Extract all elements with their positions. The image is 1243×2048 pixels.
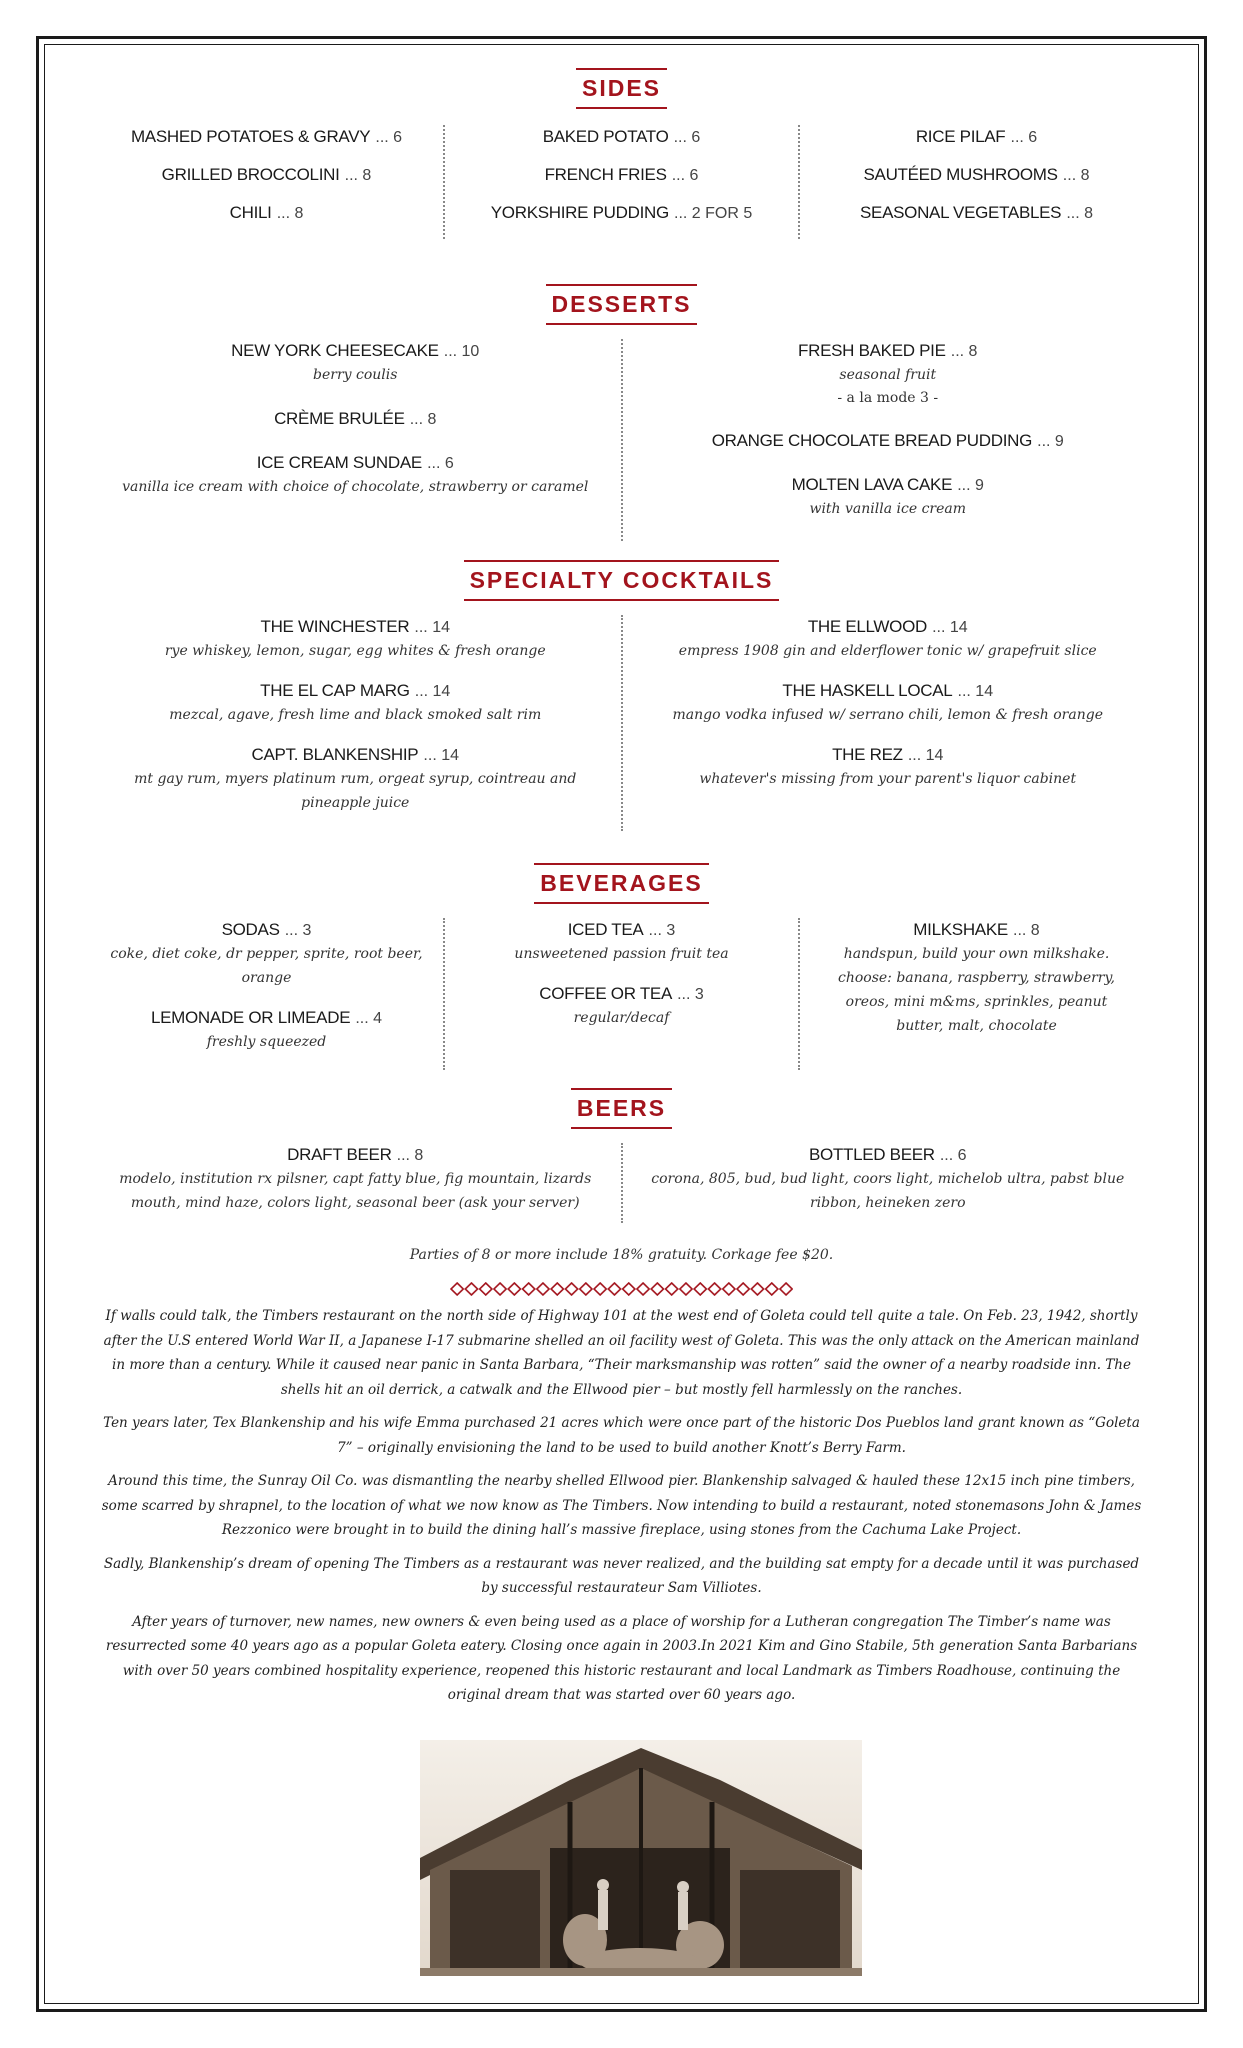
item-price: ... 14 [423, 747, 459, 764]
item-price: ... 8 [1013, 922, 1040, 939]
item-name: GRILLED BROCCOLINI [161, 165, 340, 184]
menu-item [623, 1143, 1154, 1215]
item-description: mt gay rum, myers platinum rum, orgeat syrup, cointreau and pineapple juice [134, 771, 577, 811]
item-name: ORANGE CHOCOLATE BREAD PUDDING [711, 431, 1033, 450]
item-name: CAPT. BLANKENSHIP [251, 745, 419, 764]
item-name: SAUTÉED MUSHROOMS [863, 165, 1058, 184]
item-name: BOTTLED BEER [808, 1145, 935, 1164]
item-price: ... 8 [1066, 205, 1093, 222]
menu-item [90, 1006, 443, 1054]
beverages-heading: BEVERAGES [534, 863, 708, 904]
menu-item [623, 679, 1154, 727]
diamond-divider [450, 1282, 793, 1296]
item-name: NEW YORK CHEESECAKE [231, 341, 439, 360]
menu-item [90, 743, 621, 815]
menu-item [90, 125, 443, 149]
item-price: ... 8 [409, 411, 437, 428]
menu-item [445, 918, 798, 966]
story-paragraph: Around this time, the Sunray Oil Co. was dismantling the nearby shelled Ellwood pier. Blankenship salvaged & hauled these 12x15 inch pine timbers, some scarred by shrapnel, to the location of what we now know as The Timbers. Now intending to build a restaurant, noted stonemasons John & James Rezzonico were brought in to build the dining hall’s massive fireplace, using stones from the Cachuma Lake Project. [101, 1473, 1142, 1538]
item-name: FRESH BAKED PIE [798, 341, 946, 360]
menu-item [90, 407, 621, 431]
item-price: ... 10 [443, 343, 480, 360]
beverages-section [90, 863, 1153, 1070]
menu-item [623, 473, 1154, 521]
menu-item [445, 201, 798, 225]
item-description: handspun, build your own milkshake. choose: banana, raspberry, strawberry, oreos, mini m&ms, sprinkles, peanut butter, malt, chocolate [837, 946, 1116, 1034]
item-name: THE HASKELL LOCAL [782, 681, 953, 700]
beers-heading: BEERS [571, 1088, 672, 1129]
historic-building-photo [420, 1740, 862, 1976]
item-description: freshly squeezed [206, 1034, 327, 1050]
menu-item [623, 615, 1154, 663]
item-price: ... 6 [939, 1147, 967, 1164]
item-description: mezcal, agave, fresh lime and black smoked salt rim [169, 707, 542, 723]
item-name: THE WINCHESTER [260, 617, 410, 636]
item-description: rye whiskey, lemon, sugar, egg whites & fresh orange [164, 643, 546, 659]
item-name: MASHED POTATOES & GRAVY [130, 127, 371, 146]
menu-item [90, 339, 621, 387]
menu-item [445, 163, 798, 187]
cocktails-heading: SPECIALTY COCKTAILS [464, 560, 780, 601]
menu-item [800, 918, 1153, 1038]
item-note: - a la mode 3 - [837, 390, 939, 406]
cocktails-section [90, 560, 1153, 831]
story-paragraph: Ten years later, Tex Blankenship and his wife Emma purchased 21 acres which were once part of the historic Dos Pueblos land grant known as “Goleta 7” – originally envisioning the land to be used to build another Knott’s Berry Farm. [103, 1415, 1140, 1456]
item-price: ... 3 [284, 922, 312, 939]
sides-column [90, 125, 443, 239]
item-name: FRENCH FRIES [544, 165, 667, 184]
item-name: ICE CREAM SUNDAE [256, 453, 422, 472]
item-name: THE EL CAP MARG [260, 681, 410, 700]
menu-item [90, 679, 621, 727]
item-description: berry coulis [313, 367, 398, 383]
cocktails-column [90, 615, 621, 831]
cocktails-column [621, 615, 1154, 831]
menu-item [623, 429, 1154, 453]
beers-section [90, 1088, 1153, 1223]
item-name: SEASONAL VEGETABLES [860, 203, 1062, 222]
item-description: regular/decaf [573, 1010, 670, 1026]
menu-item [800, 163, 1153, 187]
item-price: ... 6 [1010, 129, 1038, 146]
item-price: ... 3 [648, 922, 676, 939]
beverages-column [798, 918, 1153, 1070]
item-description: empress 1908 gin and elderflower tonic w/ grapefruit slice [678, 643, 1097, 659]
item-price: ... 6 [671, 167, 699, 184]
desserts-column [90, 339, 621, 541]
item-name: RICE PILAF [915, 127, 1006, 146]
item-price: ... 9 [957, 477, 984, 494]
menu-item [90, 615, 621, 663]
desserts-heading: DESSERTS [546, 284, 698, 325]
item-description: modelo, institution rx pilsner, capt fatty blue, fig mountain, lizards mouth, mind haze, colors light, seasonal beer (ask your server) [119, 1171, 592, 1211]
menu-item [90, 918, 443, 990]
item-description: corona, 805, bud, bud light, coors light, michelob ultra, pabst blue ribbon, heineken zero [651, 1171, 1125, 1211]
history-story [96, 1304, 1147, 1717]
menu-item [623, 339, 1154, 409]
menu-item [90, 201, 443, 225]
item-price: ... 8 [344, 167, 372, 184]
story-paragraph: If walls could talk, the Timbers restaurant on the north side of Highway 101 at the west end of Goleta could tell quite a tale. On Feb. 23, 1942, shortly after the U.S entered World War II, a Japanese I-17 submarine shelled an oil facility west of Goleta. This was the only attack on the American mainland in more than a century. While it caused near panic in Santa Barbara, “Their marksmanship was rotten” said the owner of a nearby roadside inn. The shells hit an oil derrick, a catwalk and the Ellwood pier – but mostly fell harmlessly on the ranches. [103, 1308, 1140, 1398]
item-name: CRÈME BRULÉE [274, 409, 405, 428]
item-name: THE REZ [832, 745, 903, 764]
beers-column [621, 1143, 1154, 1223]
beverages-column [443, 918, 798, 1070]
story-paragraph: After years of turnover, new names, new owners & even being used as a place of worship for a Lutheran congregation The Timber’s name was resurrected some 40 years ago as a popular Goleta eatery. Closing once again in 2003.In 2021 Kim and Gino Stabile, 5th generation Santa Barbarians with over 50 years combined hospitality experience, reopened this historic restaurant and local Landmark as Timbers Roadhouse, continuing the original dream that was started over 60 years ago. [105, 1613, 1138, 1703]
item-price: ... 14 [907, 747, 944, 764]
item-description: with vanilla ice cream [809, 501, 967, 517]
item-price: ... 14 [414, 683, 451, 700]
item-price: ... 14 [932, 619, 968, 636]
item-price: ... 3 [677, 986, 704, 1003]
menu-item [445, 982, 798, 1030]
item-description: mango vodka infused w/ serrano chili, lemon & fresh orange [672, 707, 1103, 723]
menu-item [445, 125, 798, 149]
item-price: ... 2 FOR 5 [674, 205, 753, 222]
sides-column [798, 125, 1153, 239]
sides-column [443, 125, 798, 239]
item-name: BAKED POTATO [542, 127, 669, 146]
desserts-section [90, 284, 1153, 541]
item-price: ... 4 [355, 1010, 383, 1027]
sides-section [90, 68, 1153, 239]
sides-heading: SIDES [576, 68, 667, 109]
item-name: YORKSHIRE PUDDING [490, 203, 669, 222]
item-name: LEMONADE OR LIMEADE [150, 1008, 351, 1027]
item-price: ... 8 [1062, 167, 1090, 184]
beers-column [90, 1143, 621, 1223]
story-paragraph: Sadly, Blankenship’s dream of opening The Timbers as a restaurant was never realized, and the building sat empty for a decade until it was purchased by successful restaurateur Sam Villiotes. [103, 1555, 1140, 1596]
item-price: ... 8 [950, 343, 978, 360]
item-price: ... 14 [414, 619, 450, 636]
item-description: whatever's missing from your parent's liquor cabinet [699, 771, 1077, 787]
menu-item [800, 201, 1153, 225]
item-description: coke, diet coke, dr pepper, sprite, root beer, orange [110, 946, 423, 986]
item-name: DRAFT BEER [287, 1145, 392, 1164]
item-description: unsweetened passion fruit tea [514, 946, 729, 962]
item-name: COFFEE OR TEA [539, 984, 672, 1003]
item-price: ... 9 [1037, 433, 1064, 450]
item-name: MILKSHAKE [913, 920, 1008, 939]
gratuity-note: Parties of 8 or more include 18% gratuity. Corkage fee $20. [409, 1247, 834, 1263]
item-price: ... 6 [673, 129, 701, 146]
item-name: CHILI [229, 203, 272, 222]
item-price: ... 6 [375, 129, 403, 146]
item-name: MOLTEN LAVA CAKE [791, 475, 953, 494]
menu-item [90, 163, 443, 187]
item-price: ... 14 [957, 683, 994, 700]
item-name: THE ELLWOOD [807, 617, 927, 636]
item-price: ... 6 [427, 455, 454, 472]
item-name: SODAS [221, 920, 280, 939]
desserts-column [621, 339, 1154, 541]
item-price: ... 8 [276, 205, 304, 222]
item-name: ICED TEA [567, 920, 644, 939]
beverages-column [90, 918, 443, 1070]
menu-item [623, 743, 1154, 791]
item-description: vanilla ice cream with choice of chocolate, strawberry or caramel [122, 479, 589, 495]
menu-item [90, 451, 621, 499]
menu-item [90, 1143, 621, 1215]
item-description: seasonal fruit [839, 367, 937, 383]
item-price: ... 8 [396, 1147, 424, 1164]
menu-item [800, 125, 1153, 149]
